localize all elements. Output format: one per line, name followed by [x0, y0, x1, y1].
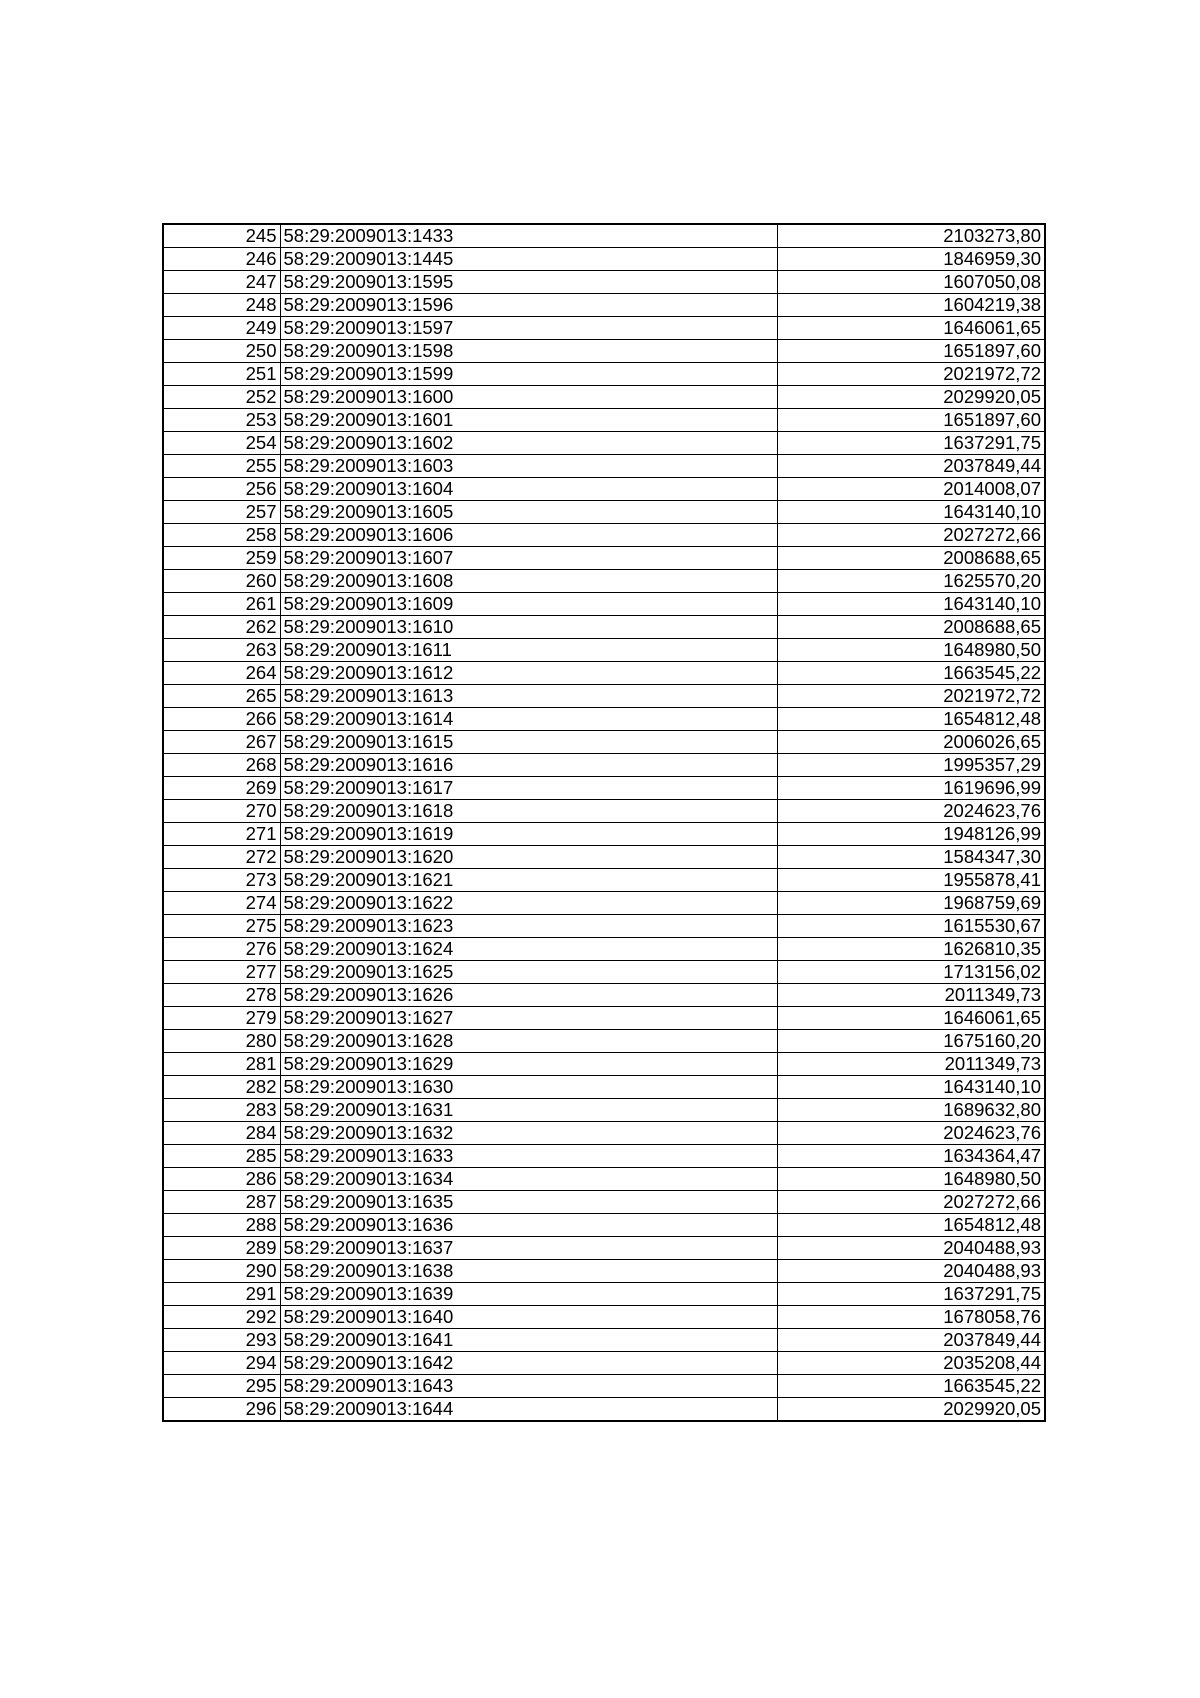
table-row [163, 1260, 1045, 1283]
row-number-cell: 252 [163, 386, 280, 409]
cadastral-value-cell: 1675160,20 [777, 1030, 1045, 1053]
table-row [163, 1352, 1045, 1375]
cadastral-value-cell: 2024623,76 [777, 1122, 1045, 1145]
cadastral-value-cell: 2103273,80 [777, 224, 1045, 248]
row-number-cell: 264 [163, 662, 280, 685]
table-row [163, 409, 1045, 432]
table-row [163, 455, 1045, 478]
table-row [163, 547, 1045, 570]
cadastral-number-cell: 58:29:2009013:1603 [280, 455, 777, 478]
cadastral-value-cell: 2027272,66 [777, 1191, 1045, 1214]
table-row [163, 501, 1045, 524]
row-number-cell: 247 [163, 271, 280, 294]
cadastral-number-cell: 58:29:2009013:1608 [280, 570, 777, 593]
cadastral-value-cell: 1678058,76 [777, 1306, 1045, 1329]
row-number-cell: 275 [163, 915, 280, 938]
row-number-cell: 251 [163, 363, 280, 386]
cadastral-value-cell: 1634364,47 [777, 1145, 1045, 1168]
cadastral-number-cell: 58:29:2009013:1632 [280, 1122, 777, 1145]
row-number-cell: 277 [163, 961, 280, 984]
table-row [163, 915, 1045, 938]
cadastral-number-cell: 58:29:2009013:1620 [280, 846, 777, 869]
cadastral-number-cell: 58:29:2009013:1612 [280, 662, 777, 685]
row-number-cell: 288 [163, 1214, 280, 1237]
row-number-cell: 245 [163, 224, 280, 248]
table-row [163, 1030, 1045, 1053]
row-number-cell: 246 [163, 248, 280, 271]
table-row [163, 1375, 1045, 1398]
cadastral-value-cell: 2011349,73 [777, 1053, 1045, 1076]
row-number-cell: 286 [163, 1168, 280, 1191]
cadastral-value-cell: 2040488,93 [777, 1260, 1045, 1283]
table-row [163, 570, 1045, 593]
row-number-cell: 295 [163, 1375, 280, 1398]
cadastral-number-cell: 58:29:2009013:1605 [280, 501, 777, 524]
row-number-cell: 296 [163, 1398, 280, 1422]
cadastral-number-cell: 58:29:2009013:1600 [280, 386, 777, 409]
table-row [163, 1099, 1045, 1122]
cadastral-value-cell: 1607050,08 [777, 271, 1045, 294]
table-row [163, 1306, 1045, 1329]
row-number-cell: 268 [163, 754, 280, 777]
cadastral-value-cell: 1654812,48 [777, 708, 1045, 731]
table-row [163, 961, 1045, 984]
row-number-cell: 289 [163, 1237, 280, 1260]
cadastral-value-cell: 2021972,72 [777, 685, 1045, 708]
cadastral-number-cell: 58:29:2009013:1637 [280, 1237, 777, 1260]
table-row [163, 248, 1045, 271]
cadastral-number-cell: 58:29:2009013:1644 [280, 1398, 777, 1422]
cadastral-value-cell: 1637291,75 [777, 432, 1045, 455]
cadastral-value-cell: 1625570,20 [777, 570, 1045, 593]
table-row [163, 662, 1045, 685]
cadastral-value-cell: 1654812,48 [777, 1214, 1045, 1237]
cadastral-number-cell: 58:29:2009013:1628 [280, 1030, 777, 1053]
cadastral-value-cell: 1626810,35 [777, 938, 1045, 961]
cadastral-value-cell: 1604219,38 [777, 294, 1045, 317]
table-row [163, 685, 1045, 708]
table-row [163, 340, 1045, 363]
row-number-cell: 263 [163, 639, 280, 662]
cadastral-value-cell: 1584347,30 [777, 846, 1045, 869]
cadastral-number-cell: 58:29:2009013:1631 [280, 1099, 777, 1122]
row-number-cell: 256 [163, 478, 280, 501]
table-row [163, 823, 1045, 846]
cadastral-number-cell: 58:29:2009013:1619 [280, 823, 777, 846]
row-number-cell: 280 [163, 1030, 280, 1053]
row-number-cell: 267 [163, 731, 280, 754]
cadastral-number-cell: 58:29:2009013:1615 [280, 731, 777, 754]
cadastral-value-cell: 1637291,75 [777, 1283, 1045, 1306]
row-number-cell: 258 [163, 524, 280, 547]
table-row [163, 317, 1045, 340]
cadastral-value-cell: 2011349,73 [777, 984, 1045, 1007]
cadastral-number-cell: 58:29:2009013:1607 [280, 547, 777, 570]
cadastral-value-cell: 1995357,29 [777, 754, 1045, 777]
cadastral-value-cell: 1646061,65 [777, 1007, 1045, 1030]
cadastral-value-cell: 1643140,10 [777, 1076, 1045, 1099]
cadastral-value-table [162, 223, 1046, 1422]
cadastral-value-cell: 1955878,41 [777, 869, 1045, 892]
cadastral-value-cell: 1648980,50 [777, 1168, 1045, 1191]
row-number-cell: 254 [163, 432, 280, 455]
row-number-cell: 278 [163, 984, 280, 1007]
cadastral-number-cell: 58:29:2009013:1599 [280, 363, 777, 386]
table-row [163, 1283, 1045, 1306]
cadastral-number-cell: 58:29:2009013:1621 [280, 869, 777, 892]
cadastral-number-cell: 58:29:2009013:1629 [280, 1053, 777, 1076]
cadastral-value-cell: 1619696,99 [777, 777, 1045, 800]
cadastral-number-cell: 58:29:2009013:1609 [280, 593, 777, 616]
table-row [163, 1007, 1045, 1030]
cadastral-value-cell: 1651897,60 [777, 340, 1045, 363]
cadastral-value-cell: 2027272,66 [777, 524, 1045, 547]
table-row [163, 1214, 1045, 1237]
cadastral-number-cell: 58:29:2009013:1597 [280, 317, 777, 340]
table-row [163, 754, 1045, 777]
row-number-cell: 259 [163, 547, 280, 570]
cadastral-number-cell: 58:29:2009013:1626 [280, 984, 777, 1007]
cadastral-number-cell: 58:29:2009013:1618 [280, 800, 777, 823]
cadastral-number-cell: 58:29:2009013:1624 [280, 938, 777, 961]
table-row [163, 846, 1045, 869]
cadastral-value-cell: 1643140,10 [777, 593, 1045, 616]
row-number-cell: 257 [163, 501, 280, 524]
table-row [163, 1145, 1045, 1168]
table-row [163, 708, 1045, 731]
cadastral-number-cell: 58:29:2009013:1606 [280, 524, 777, 547]
table-row [163, 639, 1045, 662]
cadastral-number-cell: 58:29:2009013:1617 [280, 777, 777, 800]
row-number-cell: 270 [163, 800, 280, 823]
table-row [163, 869, 1045, 892]
cadastral-value-cell: 2040488,93 [777, 1237, 1045, 1260]
table-row [163, 938, 1045, 961]
table-row [163, 1237, 1045, 1260]
row-number-cell: 271 [163, 823, 280, 846]
table-row [163, 432, 1045, 455]
cadastral-value-cell: 2035208,44 [777, 1352, 1045, 1375]
table-row [163, 892, 1045, 915]
row-number-cell: 266 [163, 708, 280, 731]
cadastral-number-cell: 58:29:2009013:1634 [280, 1168, 777, 1191]
row-number-cell: 249 [163, 317, 280, 340]
table-body [163, 224, 1045, 1421]
cadastral-number-cell: 58:29:2009013:1604 [280, 478, 777, 501]
cadastral-value-cell: 2024623,76 [777, 800, 1045, 823]
row-number-cell: 250 [163, 340, 280, 363]
cadastral-number-cell: 58:29:2009013:1627 [280, 1007, 777, 1030]
table-row [163, 1168, 1045, 1191]
row-number-cell: 269 [163, 777, 280, 800]
table-row [163, 777, 1045, 800]
cadastral-number-cell: 58:29:2009013:1598 [280, 340, 777, 363]
row-number-cell: 262 [163, 616, 280, 639]
cadastral-value-cell: 1651897,60 [777, 409, 1045, 432]
cadastral-value-cell: 1646061,65 [777, 317, 1045, 340]
row-number-cell: 272 [163, 846, 280, 869]
table-row [163, 1191, 1045, 1214]
cadastral-number-cell: 58:29:2009013:1614 [280, 708, 777, 731]
cadastral-number-cell: 58:29:2009013:1433 [280, 224, 777, 248]
table-row [163, 294, 1045, 317]
cadastral-number-cell: 58:29:2009013:1596 [280, 294, 777, 317]
table-row [163, 800, 1045, 823]
row-number-cell: 293 [163, 1329, 280, 1352]
row-number-cell: 290 [163, 1260, 280, 1283]
table-row [163, 224, 1045, 248]
cadastral-value-cell: 2037849,44 [777, 1329, 1045, 1352]
row-number-cell: 294 [163, 1352, 280, 1375]
cadastral-number-cell: 58:29:2009013:1636 [280, 1214, 777, 1237]
cadastral-number-cell: 58:29:2009013:1633 [280, 1145, 777, 1168]
cadastral-value-cell: 2006026,65 [777, 731, 1045, 754]
cadastral-number-cell: 58:29:2009013:1613 [280, 685, 777, 708]
cadastral-value-cell: 2037849,44 [777, 455, 1045, 478]
cadastral-number-cell: 58:29:2009013:1635 [280, 1191, 777, 1214]
cadastral-number-cell: 58:29:2009013:1630 [280, 1076, 777, 1099]
row-number-cell: 283 [163, 1099, 280, 1122]
cadastral-number-cell: 58:29:2009013:1611 [280, 639, 777, 662]
cadastral-value-cell: 1948126,99 [777, 823, 1045, 846]
row-number-cell: 253 [163, 409, 280, 432]
row-number-cell: 279 [163, 1007, 280, 1030]
row-number-cell: 287 [163, 1191, 280, 1214]
cadastral-value-cell: 2021972,72 [777, 363, 1045, 386]
cadastral-value-cell: 1689632,80 [777, 1099, 1045, 1122]
row-number-cell: 248 [163, 294, 280, 317]
row-number-cell: 285 [163, 1145, 280, 1168]
row-number-cell: 282 [163, 1076, 280, 1099]
row-number-cell: 291 [163, 1283, 280, 1306]
row-number-cell: 284 [163, 1122, 280, 1145]
table-row [163, 1076, 1045, 1099]
cadastral-number-cell: 58:29:2009013:1601 [280, 409, 777, 432]
cadastral-number-cell: 58:29:2009013:1622 [280, 892, 777, 915]
cadastral-number-cell: 58:29:2009013:1602 [280, 432, 777, 455]
cadastral-value-cell: 1643140,10 [777, 501, 1045, 524]
table-row [163, 984, 1045, 1007]
table-row [163, 478, 1045, 501]
table-row [163, 386, 1045, 409]
row-number-cell: 274 [163, 892, 280, 915]
cadastral-number-cell: 58:29:2009013:1445 [280, 248, 777, 271]
row-number-cell: 260 [163, 570, 280, 593]
row-number-cell: 292 [163, 1306, 280, 1329]
cadastral-number-cell: 58:29:2009013:1616 [280, 754, 777, 777]
cadastral-number-cell: 58:29:2009013:1595 [280, 271, 777, 294]
row-number-cell: 261 [163, 593, 280, 616]
cadastral-number-cell: 58:29:2009013:1639 [280, 1283, 777, 1306]
cadastral-value-cell: 2029920,05 [777, 1398, 1045, 1422]
cadastral-number-cell: 58:29:2009013:1640 [280, 1306, 777, 1329]
cadastral-number-cell: 58:29:2009013:1641 [280, 1329, 777, 1352]
cadastral-value-cell: 2008688,65 [777, 616, 1045, 639]
table-row [163, 524, 1045, 547]
table-row [163, 1329, 1045, 1352]
row-number-cell: 276 [163, 938, 280, 961]
table-row [163, 363, 1045, 386]
cadastral-value-cell: 2029920,05 [777, 386, 1045, 409]
table-row [163, 1053, 1045, 1076]
cadastral-number-cell: 58:29:2009013:1638 [280, 1260, 777, 1283]
cadastral-value-cell: 1968759,69 [777, 892, 1045, 915]
table-row [163, 616, 1045, 639]
cadastral-value-cell: 2008688,65 [777, 547, 1045, 570]
cadastral-number-cell: 58:29:2009013:1643 [280, 1375, 777, 1398]
cadastral-number-cell: 58:29:2009013:1623 [280, 915, 777, 938]
row-number-cell: 255 [163, 455, 280, 478]
table-row [163, 1122, 1045, 1145]
cadastral-number-cell: 58:29:2009013:1610 [280, 616, 777, 639]
table-row [163, 731, 1045, 754]
cadastral-value-cell: 1663545,22 [777, 1375, 1045, 1398]
row-number-cell: 265 [163, 685, 280, 708]
cadastral-number-cell: 58:29:2009013:1625 [280, 961, 777, 984]
cadastral-value-cell: 1615530,67 [777, 915, 1045, 938]
cadastral-value-cell: 1846959,30 [777, 248, 1045, 271]
cadastral-value-cell: 2014008,07 [777, 478, 1045, 501]
table-row [163, 593, 1045, 616]
row-number-cell: 281 [163, 1053, 280, 1076]
table-row [163, 1398, 1045, 1422]
cadastral-value-cell: 1648980,50 [777, 639, 1045, 662]
cadastral-number-cell: 58:29:2009013:1642 [280, 1352, 777, 1375]
table-row [163, 271, 1045, 294]
cadastral-value-cell: 1713156,02 [777, 961, 1045, 984]
row-number-cell: 273 [163, 869, 280, 892]
cadastral-value-cell: 1663545,22 [777, 662, 1045, 685]
